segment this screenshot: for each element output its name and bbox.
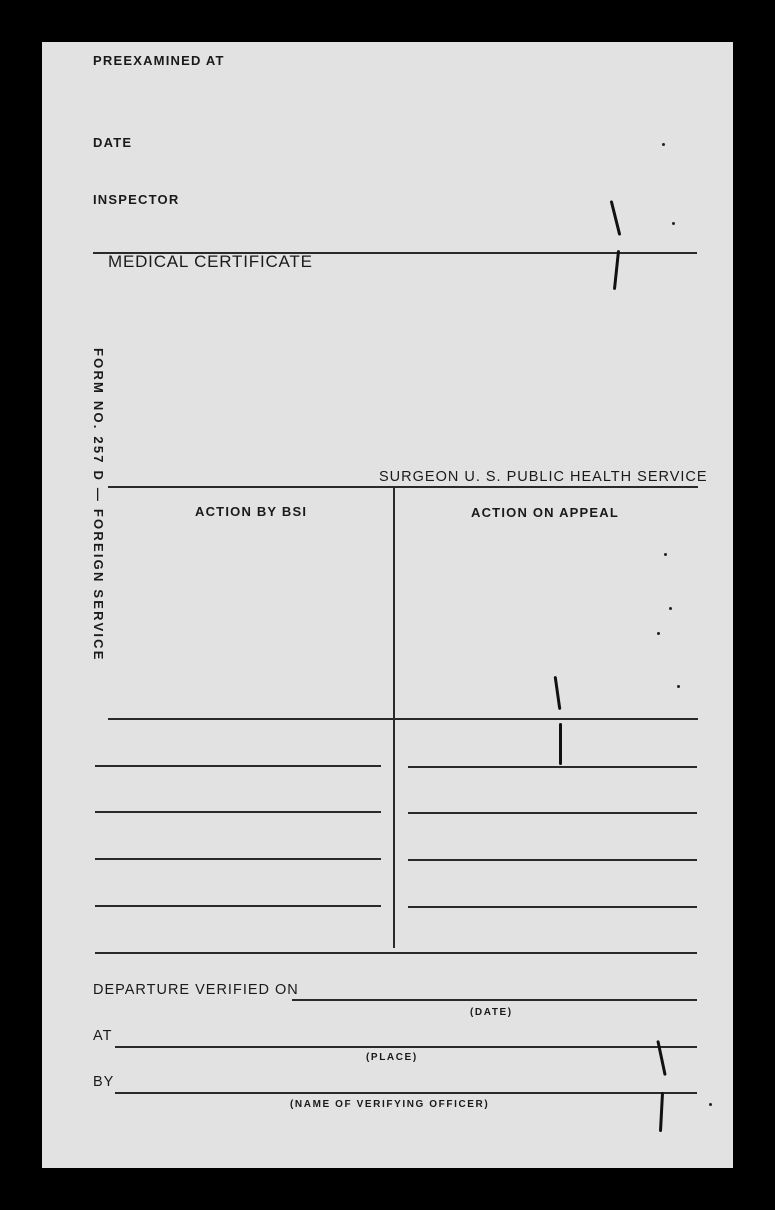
place-caption: (PLACE) <box>366 1052 418 1063</box>
place-line <box>115 1046 697 1048</box>
surgeon-signature-line <box>108 486 698 488</box>
bsi-line <box>95 765 381 767</box>
action-by-bsi-header: ACTION BY BSI <box>195 504 308 519</box>
speck <box>669 607 672 610</box>
appeal-line <box>408 859 697 861</box>
preexamined-at-label: PREEXAMINED AT <box>93 53 225 68</box>
surgeon-label: SURGEON U. S. PUBLIC HEALTH SERVICE <box>379 469 708 485</box>
by-label: BY <box>93 1074 115 1090</box>
departure-date-line <box>292 999 697 1001</box>
form-title: MEDICAL CERTIFICATE <box>108 252 313 271</box>
bsi-line <box>95 905 381 907</box>
action-section-line <box>108 718 698 720</box>
date-label: DATE <box>93 135 133 150</box>
speck <box>672 222 675 225</box>
speck <box>657 632 660 635</box>
speck <box>709 1103 712 1106</box>
action-on-appeal-header: ACTION ON APPEAL <box>471 505 620 520</box>
at-label: AT <box>93 1028 113 1044</box>
appeal-line <box>408 812 697 814</box>
speck <box>677 685 680 688</box>
form-number-vertical: FORM NO. 257 D — FOREIGN SERVICE <box>91 348 106 662</box>
appeal-line <box>408 766 697 768</box>
officer-line <box>115 1092 697 1094</box>
staple-mark <box>559 723 562 765</box>
speck <box>662 143 665 146</box>
action-bottom-line <box>95 952 697 954</box>
inspector-label: INSPECTOR <box>93 192 180 207</box>
officer-caption: (NAME OF VERIFYING OFFICER) <box>290 1099 490 1110</box>
departure-verified-label: DEPARTURE VERIFIED ON <box>93 982 299 998</box>
speck <box>664 553 667 556</box>
date-caption: (DATE) <box>470 1007 513 1018</box>
appeal-line <box>408 906 697 908</box>
bsi-line <box>95 858 381 860</box>
bsi-line <box>95 811 381 813</box>
